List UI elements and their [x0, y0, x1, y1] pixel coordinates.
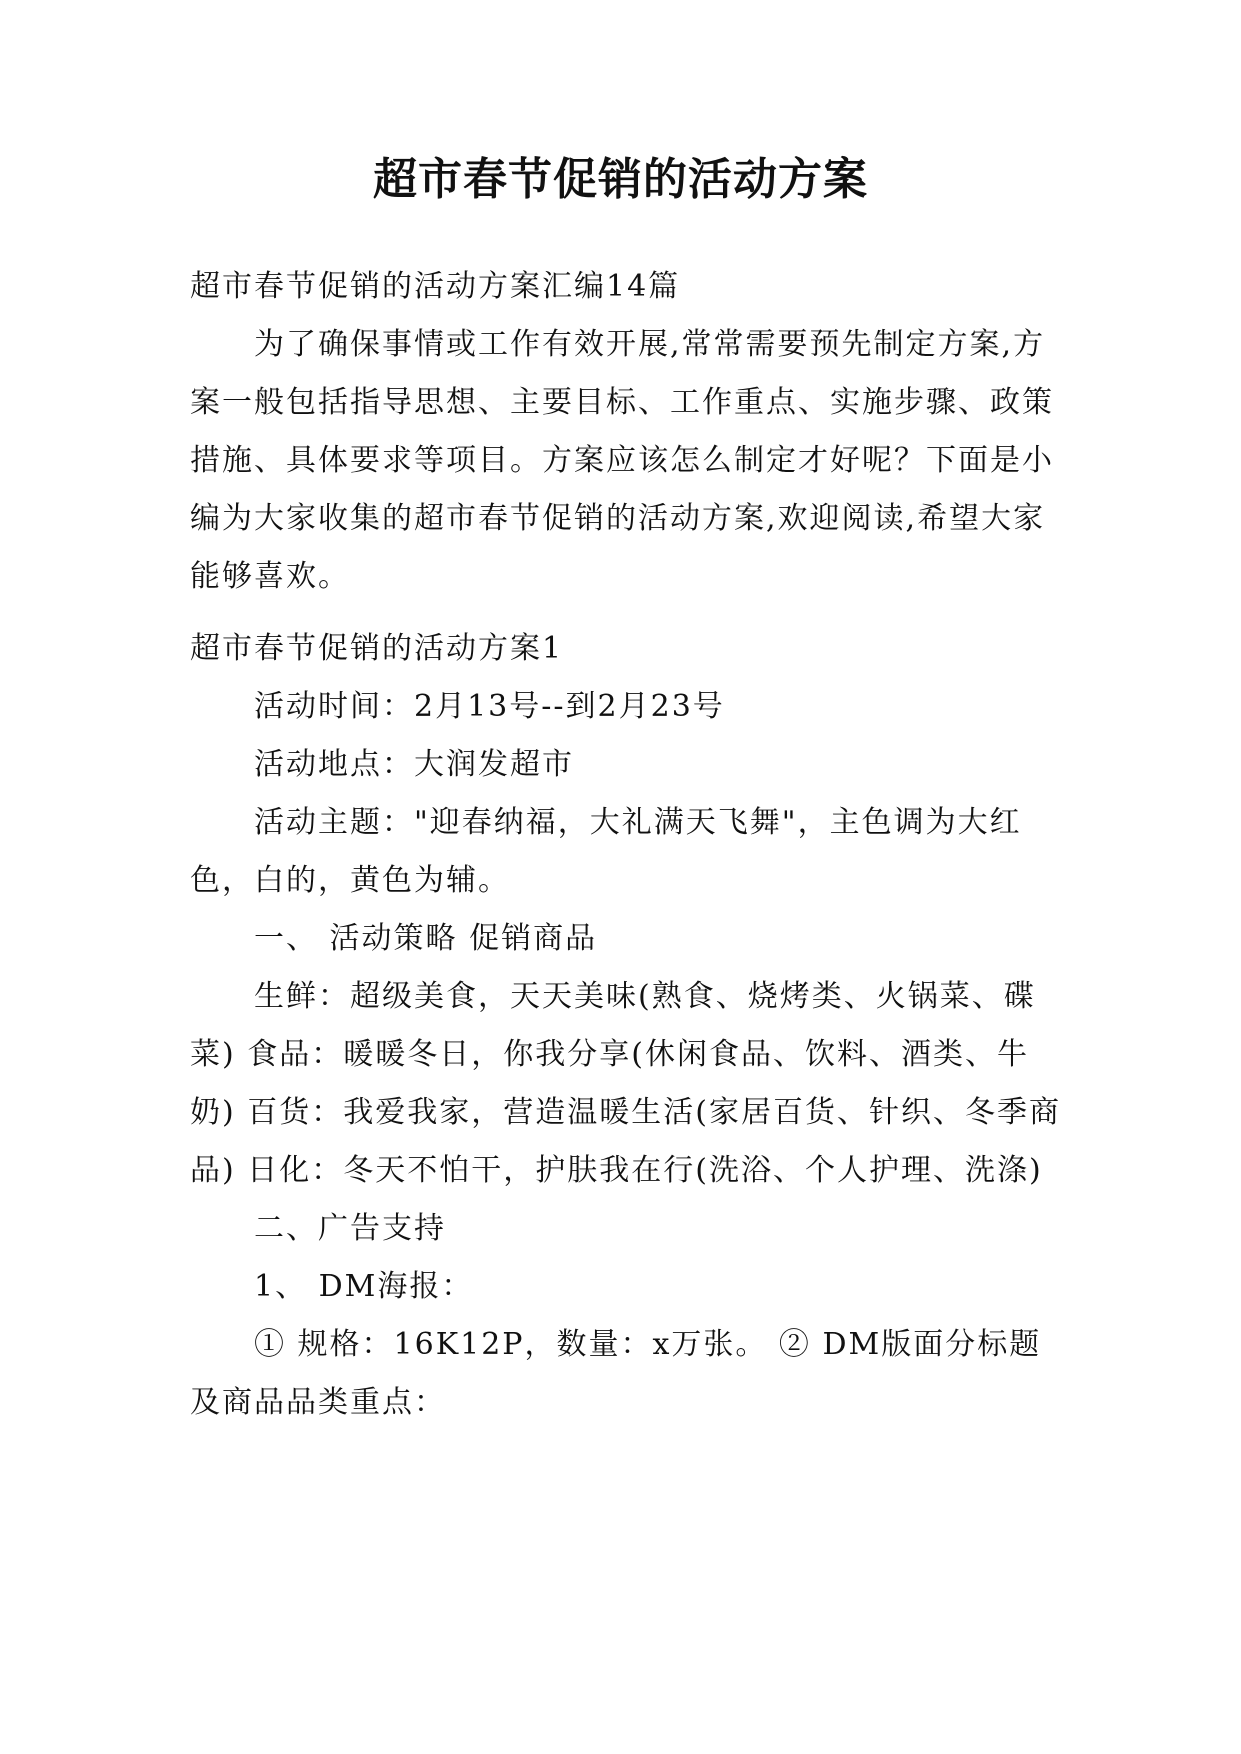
intro-heading: 超市春节促销的活动方案汇编14篇 [190, 269, 681, 304]
ad-support-heading: 二、广告支持 [254, 1211, 446, 1246]
activity-strategy: 一、 活动策略 促销商品 [254, 921, 598, 956]
dm-poster-heading: 1、 DM海报： [254, 1269, 474, 1304]
intro-section [190, 258, 1070, 606]
dm-spec: ① 规格：16K12P，数量：x万张。 ② DM版面分标题及商品品类重点： [190, 1327, 1042, 1420]
promo-goods: 生鲜：超级美食，天天美味(熟食、烧烤类、火锅菜、碟菜) 食品：暖暖冬日，你我分享(休闲食品、饮料、酒类、牛奶) 百货：我爱我家，营造温暖生活(家居百货、针织、冬季商品) 日化：冬天不怕干，护肤我在行(洗浴、个人护理、洗涤) [190, 979, 1061, 1188]
activity-theme: 活动主题："迎春纳福，大礼满天飞舞"，主色调为大红色，白的，黄色为辅。 [190, 805, 1022, 898]
intro-paragraph: 为了确保事情或工作有效开展,常常需要预先制定方案,方案一般包括指导思想、主要目标、工作重点、实施步骤、政策措施、具体要求等项目。方案应该怎么制定才好呢？下面是小编为大家收集的超市春节促销的活动方案,欢迎阅读,希望大家能够喜欢。 [190, 327, 1054, 594]
document-title: 超市春节促销的活动方案 [373, 154, 868, 205]
section-1 [190, 620, 1070, 1432]
section-1-heading: 超市春节促销的活动方案1 [190, 631, 564, 666]
activity-place: 活动地点：大润发超市 [254, 747, 574, 782]
activity-time: 活动时间：2月13号--到2月23号 [254, 689, 725, 724]
